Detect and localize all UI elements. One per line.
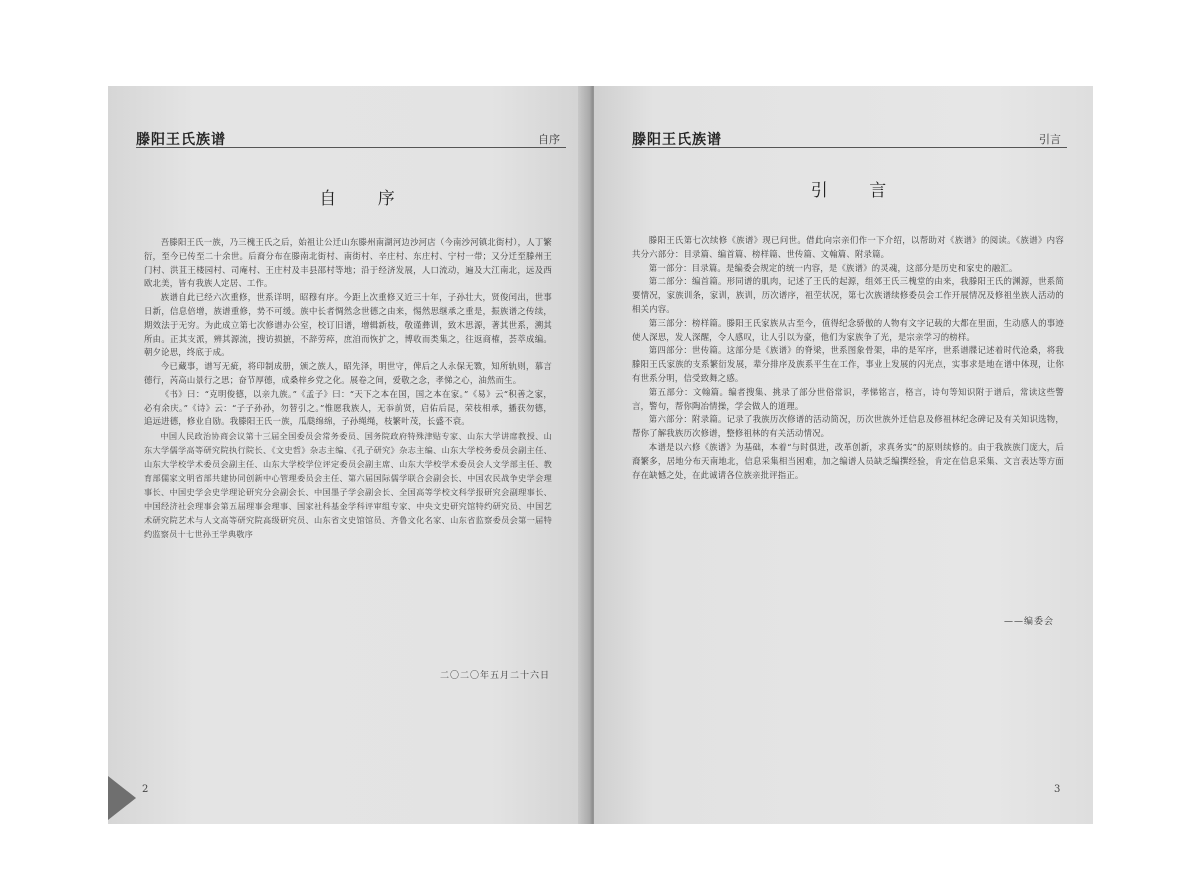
- paragraph: 第一部分：目录篇。是编委会规定的统一内容，是《族谱》的灵魂，这部分是历史和家史的融汇。: [648, 262, 1018, 273]
- page-title: 引 言: [810, 181, 905, 201]
- running-head: [632, 129, 1067, 148]
- paragraph: 第五部分：文翰篇。编者搜集、挑录了部分世俗常识，孝悌铭言，格言，诗句等知识附于谱后，常读这些警言，警句，帮你陶冶情操，学会做人的道理。: [632, 386, 1064, 411]
- signature: ——编委会: [1004, 617, 1055, 627]
- section-name: 自序: [538, 133, 560, 146]
- paragraph: 第二部分：编首篇。形同谱的肌肉，记述了王氏的起源，组郊王氏三槐堂的由来，我滕阳王氏的渊源，世系简要情况，家族训条，家训，族训，历次谱序，祖茔状况，第七次族谱续修委员会工作开展情况及修祖坐族人活动的相关内容。: [632, 276, 1064, 314]
- page-title: 自 序: [319, 189, 413, 209]
- paragraph: 第四部分：世传篇。这部分是《族谱》的脊梁，世系图象骨架，串的是军序，世系谱牒记述着时代沧桑，将我滕阳王氏家族的支系繁衍发展，辈分排序及族系平生在工作，事业上发展的闪光点，实事求是地在谱中体现，让你有世系分明，信受致舞之感。: [632, 345, 1064, 383]
- running-head: [136, 129, 566, 148]
- paragraph: 《书》曰：“克明俊德，以亲九族。”《孟子》曰：“天下之本在国，国之本在家。”《易》云“积善之家，必有余庆。”《诗》云：“子子孙孙，勿替引之。”惟愿我族人，无忝前贤，启佑后昆，荣枝相承，播获勿德，追远进德，修业自励。我滕阳王氏一族，瓜瓞绵绵，子孙绳绳，枝繁叶茂，长盛不衰。: [144, 388, 552, 427]
- date-line: 二〇二〇年五月二十六日: [440, 671, 551, 681]
- paragraph: 族谱自此已经六次重修，世系详明，昭穆有序。今距上次重修又近三十年，子孙壮大，贤俊闰出，世事日新，信息倍增，族谱重修，势不可缓。族中长者惆然念世德之由来，惕然思继承之重是，振族谱之传续，期效法于无穷。为此成立第七次修谱办公室，校订旧谱，增辑新枝，敬谨彝训，致木思源，著其世系，溯其所由。正其支派，辨其源流，搜访损摭，不辞劳瘁，庶洎而恢扩之，博收而类集之，往返商榷，荟萃成编。朝夕论思，终底于成。: [144, 292, 552, 358]
- author-bio: 中国人民政治协商会议第十三届全国委员会常务委员、国务院政府特殊津贴专家、山东大学讲席教授、山东大学儒学高等研究院执行院长、《文史哲》杂志主编、《孔子研究》杂志主编、山东大学校务委员会副主任、山东大学校学术委员会副主任、山东大学校学位评定委员会副主席、山东大学校学术委员会人文学部主任、教育部儒家文明省部共建协同创新中心管理委员会主任、第六届国际儒学联合会副会长、中国农民战争史学会理事长、中国史学会史学理论研究分会副会长、中国墨子学会副会长、全国高等学校文科学报研究会副理事长、中国经济社会理事会第五届理事会理事、国家社科基金学科评审组专家、中央文史研究馆特约研究员、中国艺术研究院艺术与人文高等研究院高级研究员、山东省文史馆馆员、齐鲁文化名家、山东省监察委员会第一届特约监察员十七世孙王学典敬序: [144, 431, 552, 540]
- page-corner: [108, 776, 136, 820]
- left-page: [108, 86, 588, 824]
- paragraph: 第六部分：附录篇。记录了我族历次修谱的活动简况，历次世族外迁信息及修祖林纪念碑记及有关知识选物，帮你了解我族历次修谱，整修祖林的有关活动情况。: [632, 414, 1064, 439]
- body-text: [632, 234, 1064, 482]
- section-name: 引言: [1039, 133, 1061, 146]
- paragraph: 今已藏事，谱写无疵，将印制成册，颁之族人，昭先泽，明世守，俾后之人永保无斁，知所轨则，慕言德行，芮高山景行之思；奋节厚德，成桑梓乡党之化。展卷之间，爱敬之念，孝悌之心，油然而生。: [144, 361, 552, 385]
- book-title: 滕阳王氏族谱: [136, 132, 226, 148]
- paragraph: 吾滕阳王氏一族，乃三槐王氏之后，始祖让公迁山东滕州南湖河边沙河店（今南沙河镇北街村），人丁繁衍，至今已传至二十余世。后裔分布在滕南北街村、南街村、辛庄村、东庄村、宁村一带；又分迁至滕州王门村、洪苴王楼园村、司庵村、王庄村及丰县邵村等地；沿于经济发展，人口流动，遍及大江南北，远及西欧北美，皆有我族人定居、工作。: [144, 237, 552, 289]
- paragraph: 滕阳王氏第七次续修《族谱》现已问世。借此向宗亲们作一下介绍，以帮助对《族谱》的阅读。《族谱》内容共分六部分：目录篇、编首篇、榜样篇、世传篇、文翰篇、附录篇。: [632, 235, 1064, 259]
- right-page: [594, 86, 1093, 824]
- book-spread: [108, 86, 1093, 824]
- paragraph: 第三部分：榜样篇。滕阳王氏家族从古至今，值得纪念骄傲的人物有文字记载的大都在里面，生动感人的事迹使人深思，发人深醒，令人感叹，让人引以为豪，他们为家族争了光，是宗亲学习的榜样。: [632, 317, 1064, 342]
- page-number: 3: [1054, 784, 1061, 795]
- page-number: 2: [142, 784, 149, 795]
- body-text: [144, 236, 552, 541]
- paragraph: 本谱是以六修《族谱》为基础，本着“与时俱进，改革创新，求真务实”的原则续修的。由于我族族门庞大，后裔繁多，居地分布天南地北，信息采集相当困难，加之编谱人员缺乏编撰经验，肯定在信息采集、文言表达等方面存在缺憾之处，在此诚请各位族亲批评指正。: [632, 441, 1064, 480]
- book-title: 滕阳王氏族谱: [632, 132, 722, 148]
